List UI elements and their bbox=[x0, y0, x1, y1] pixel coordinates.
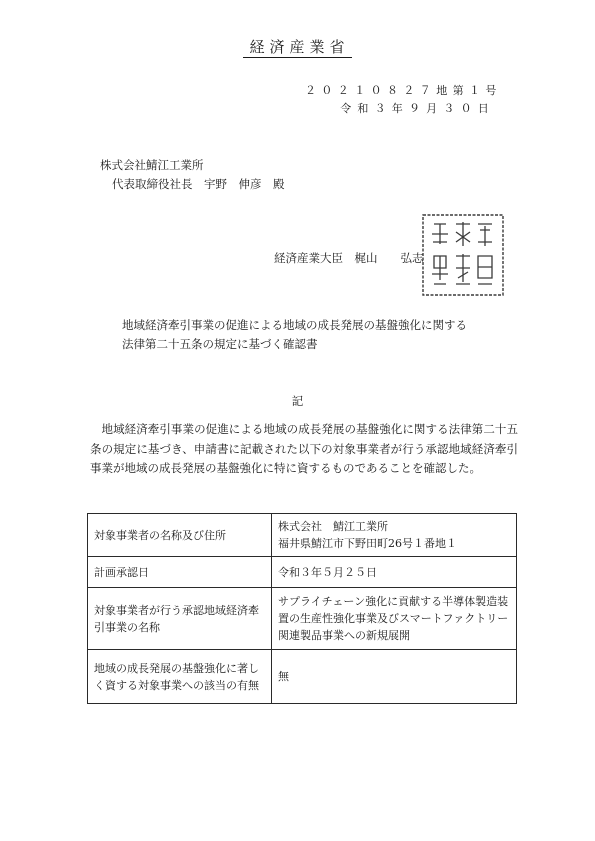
ki-heading: 記 bbox=[291, 394, 304, 408]
ministry-header bbox=[0, 36, 595, 57]
sender-name: 経済産業大臣 梶山 弘志 bbox=[274, 251, 424, 265]
company-address: 福井県鯖江市下野田町26号１番地１ bbox=[278, 537, 457, 550]
table-row bbox=[88, 514, 517, 557]
table-label: 対象事業者が行う承認地域経済牽引事業の名称 bbox=[88, 588, 272, 650]
subject-line-2: 法律第二十五条の規定に基づく確認書 bbox=[122, 337, 318, 351]
issue-date: 令和３年９月３０日 bbox=[340, 102, 495, 115]
recipient-title: 代表取締役社長 宇野 伸彦 殿 bbox=[112, 177, 285, 191]
ministry-name: 経済産業省 bbox=[243, 38, 351, 58]
body-paragraph: 地域経済牽引事業の促進による地域の成長発展の基盤強化に関する法律第二十五条の規定に基づき、申請書に記載された以下の対象事業者が行う承認地域経済牽引事業が地域の成長発展の基盤強化に特に資するものであることを確認した。 bbox=[90, 422, 518, 475]
table-value: サプライチェーン強化に貢献する半導体製造装置の生産性強化事業及びスマートファクトリー関連製品事業への新規展開 bbox=[272, 588, 517, 650]
table-label: 対象事業者の名称及び住所 bbox=[88, 514, 272, 557]
document-number: ２０２１０８２７地第１号 bbox=[305, 84, 502, 97]
table-label: 計画承認日 bbox=[88, 557, 272, 588]
table-label: 地域の成長発展の基盤強化に著しく資する対象事業への該当の有無 bbox=[88, 650, 272, 704]
table-row bbox=[88, 650, 517, 704]
table-value bbox=[272, 514, 517, 557]
recipient-company: 株式会社鯖江工業所 bbox=[100, 158, 204, 172]
company-name: 株式会社 鯖江工業所 bbox=[278, 520, 388, 533]
table-value: 無 bbox=[272, 650, 517, 704]
table-row bbox=[88, 557, 517, 588]
table-value: 令和３年５月２５日 bbox=[272, 557, 517, 588]
official-seal-icon bbox=[420, 212, 506, 298]
table-row bbox=[88, 588, 517, 650]
info-table bbox=[87, 513, 517, 704]
subject-line-1: 地域経済牽引事業の促進による地域の成長発展の基盤強化に関する bbox=[122, 318, 467, 332]
